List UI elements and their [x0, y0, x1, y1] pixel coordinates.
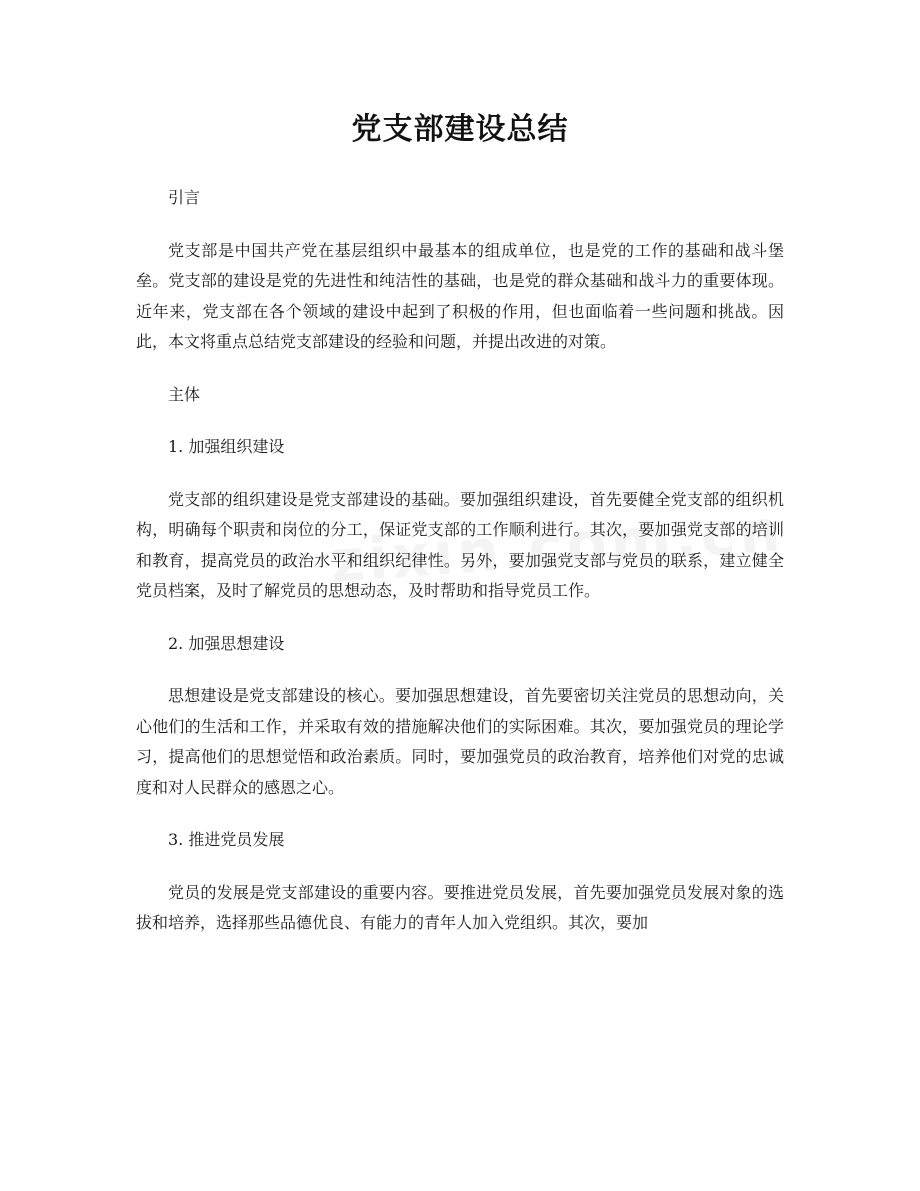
section-heading-body: 主体 — [168, 384, 201, 404]
paragraph-member-development: 党员的发展是党支部建设的重要内容。要推进党员发展，首先要加强党员发展对象的选拔和培养，选择那些品德优良、有能力的青年人加入党组织。其次，要加 — [136, 882, 784, 932]
paragraph-ideology: 思想建设是党支部建设的核心。要加强思想建设，首先要密切关注党员的思想动向，关心他们的生活和工作，并采取有效的措施解决他们的实际困难。其次，要加强党员的理论学习，提高他们的思想觉悟和政治素质。同时，要加强党员的政治教育，培养他们对党的忠诚度和对人民群众的感恩之心。 — [136, 686, 784, 797]
page-title: 党支部建设总结 — [351, 112, 569, 147]
section-heading-intro: 引言 — [168, 188, 201, 207]
paragraph-intro: 党支部是中国共产党在基层组织中最基本的组成单位，也是党的工作的基础和战斗堡垒。党支部的建设是党的先进性和纯洁性的基础，也是党的群众基础和战斗力的重要体现。近年来，党支部在各个领域的建设中起到了积极的作用，但也面临着一些问题和挑战。因此，本文将重点总结党支部建设的经验和问题，并提出改进的对策。 — [136, 240, 784, 351]
paragraph-organization: 党支部的组织建设是党支部建设的基础。要加强组织建设，首先要健全党支部的组织机构，明确每个职责和岗位的分工，保证党支部的工作顺利进行。其次，要加强党支部的培训和教育，提高党员的政治水平和组织纪律性。另外，要加强党支部与党员的联系，建立健全党员档案，及时了解党员的思想动态，及时帮助和指导党员工作。 — [136, 489, 784, 600]
subheading-organization: 1. 加强组织建设 — [168, 437, 285, 456]
subheading-member-development: 3. 推进党员发展 — [168, 830, 285, 849]
document-body — [136, 183, 784, 939]
subheading-ideology: 2. 加强思想建设 — [168, 633, 285, 653]
